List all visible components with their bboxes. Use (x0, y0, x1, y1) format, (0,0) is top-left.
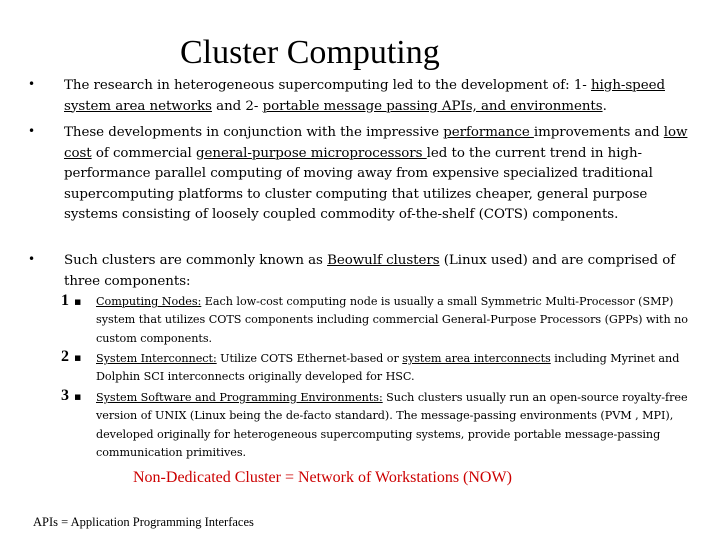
bullet-1-text-a: The research in heterogeneous supercomputing led to the development of: 1- (64, 78, 591, 93)
message-passing-apis-link: portable message passing APIs, and environments (262, 98, 603, 114)
bullet-2-text-d: led to the current trend in high-performance parallel computing of moving away from expensive specialized traditional supercomputing platforms to cluster computing that utilizes cheaper, general purpose systems consisting of loosely coupled commodity of-the-shelf (COTS) components. (64, 145, 653, 222)
bullet-marker: • (28, 252, 36, 266)
bullet-2-text-a: These developments in conjunction with the impressive (64, 125, 444, 140)
square-bullet-icon: ▪ (74, 390, 82, 403)
component-1-computing-nodes (96, 293, 696, 348)
bullet-1-paragraph (64, 76, 704, 117)
component-label: System Interconnect: (96, 352, 217, 365)
system-area-interconnects-link: system area interconnects (402, 352, 551, 365)
square-bullet-icon: ▪ (74, 351, 82, 364)
footnote: APIs = Application Programming Interfaces (33, 515, 254, 529)
high-speed-networks-link: high-speed system area networks (64, 78, 665, 114)
component-number: 2 (61, 348, 69, 365)
component-text: Each low-cost computing node is usually a small Symmetric Multi-Processor (SMP) system that utilizes COTS components including commercial General-Purpose Processors (GPPs) with no custom components. (96, 295, 688, 345)
now-definition: Non-Dedicated Cluster = Network of Workstations (NOW) (133, 469, 512, 486)
bullet-3-text-a: Such clusters are commonly known as (64, 253, 328, 268)
beowulf-clusters-link: Beowulf clusters (327, 253, 440, 268)
component-number: 3 (61, 387, 69, 404)
component-text-a: Utilize COTS Ethernet-based or (216, 352, 403, 365)
component-number: 1 (61, 292, 69, 309)
bullet-2-paragraph (64, 123, 704, 226)
bullet-1-text-c: . (602, 98, 607, 114)
bullet-3-paragraph (64, 251, 704, 292)
bullet-marker: • (28, 77, 36, 91)
bullet-2-text-c: of commercial (91, 145, 196, 161)
component-text-b: including Myrinet and Dolphin SCI interconnects originally developed for HSC. (96, 352, 680, 384)
square-bullet-icon: ▪ (74, 295, 82, 308)
component-label: Computing Nodes: (96, 295, 202, 308)
component-text: Such clusters usually run an open-source royalty-free version of UNIX (Linux being the de-facto standard). The message-passing environments (PVM , MPI), developed originally for heterogeneous supercomputing systems, provide portable message-passing communication primitives. (96, 391, 688, 460)
bullet-1-text-b: and 2- (211, 98, 263, 114)
bullet-2-text-b: improvements and (533, 125, 664, 140)
component-label: System Software and Programming Environments: (96, 391, 383, 404)
component-2-system-interconnect (96, 350, 696, 387)
page-title: Cluster Computing (180, 34, 440, 71)
gp-microprocessors-link: general-purpose microprocessors (196, 145, 427, 161)
performance-link: performance (443, 125, 534, 140)
bullet-marker: • (28, 124, 36, 138)
component-3-system-software (96, 389, 696, 463)
low-cost-link: low cost (64, 125, 688, 161)
bullet-3-text-b: (Linux used) and are comprised of three components: (64, 253, 676, 289)
